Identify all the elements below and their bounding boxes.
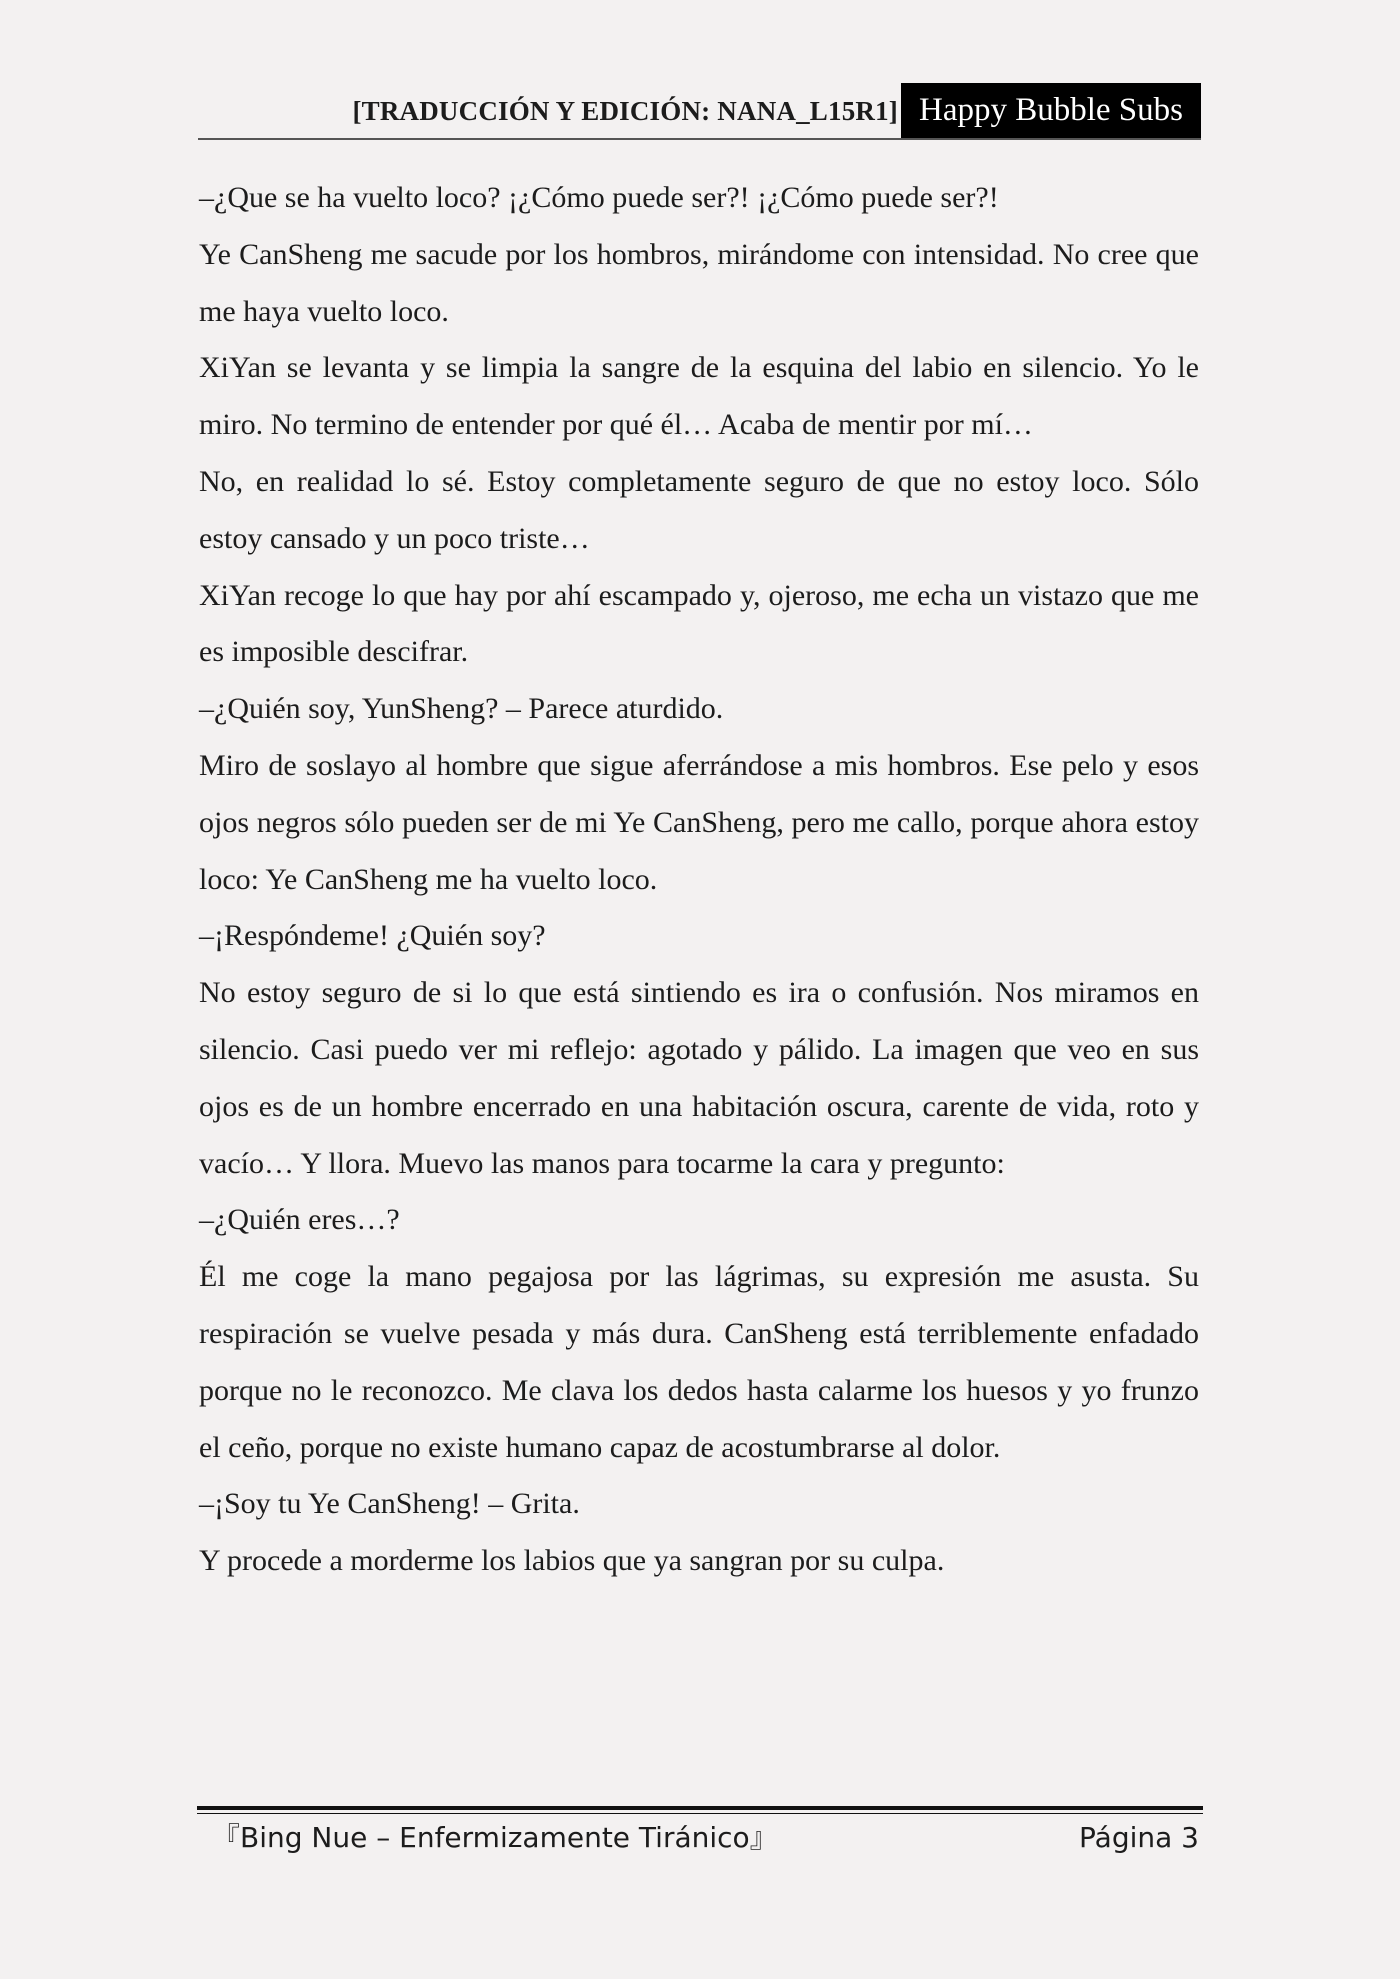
translation-credit: [TRADUCCIÓN Y EDICIÓN: NANA_L15R1] <box>352 96 898 126</box>
body-text <box>199 170 1199 1590</box>
paragraph: –¿Quién eres…? <box>199 1203 400 1237</box>
paragraph: No, en realidad lo sé. Estoy completamente seguro de que no estoy loco. Sólo estoy cansado y un poco triste… <box>199 464 1199 555</box>
paragraph: –¿Que se ha vuelto loco? ¡¿Cómo puede ser?! ¡¿Cómo puede ser?! <box>199 181 999 214</box>
paragraph: Y procede a morderme los labios que ya sangran por su culpa. <box>199 1544 945 1578</box>
paragraph: –¡Soy tu Ye CanSheng! – Grita. <box>199 1487 580 1521</box>
paragraph: –¿Quién soy, YunSheng? – Parece aturdido. <box>199 692 724 726</box>
book-title: 『Bing Nue – Enfermizamente Tiránico』 <box>212 1821 778 1854</box>
paragraph: No estoy seguro de si lo que está sintiendo es ira o confusión. Nos miramos en silencio. Casi puedo ver mi reflejo: agotado y pálido. La imagen que veo en sus ojos es de un hombre encerrado en una habitación oscura, carente de vida, roto y vacío… Y llora. Muevo las manos para tocarme la cara y pregunto: <box>199 976 1199 1180</box>
page-header <box>198 83 1201 140</box>
paragraph: XiYan recoge lo que hay por ahí escampado y, ojeroso, me echa un vistazo que me es imposible descifrar. <box>199 578 1199 669</box>
footer-divider <box>197 1806 1203 1810</box>
brand-label: Happy Bubble Subs <box>901 83 1201 138</box>
paragraph: XiYan se levanta y se limpia la sangre de la esquina del labio en silencio. Yo le miro. No termino de entender por qué él… Acaba de mentir por mí… <box>199 351 1199 442</box>
paragraph: Miro de soslayo al hombre que sigue aferrándose a mis hombros. Ese pelo y esos ojos negros sólo pueden ser de mi Ye CanSheng, pero me callo, porque ahora estoy loco: Ye CanSheng me ha vuelto loco. <box>199 748 1199 896</box>
paragraph: –¡Respóndeme! ¿Quién soy? <box>199 919 546 953</box>
paragraph: Él me coge la mano pegajosa por las lágrimas, su expresión me asusta. Su respiración se vuelve pesada y más dura. CanSheng está terriblemente enfadado porque no le reconozco. Me clava los dedos hasta calarme los huesos y yo frunzo el ceño, porque no existe humano capaz de acostumbrarse al dolor. <box>199 1260 1199 1464</box>
page-number: Página 3 <box>1079 1821 1199 1854</box>
paragraph: Ye CanSheng me sacude por los hombros, mirándome con intensidad. No cree que me haya vuelto loco. <box>199 237 1199 328</box>
footer-divider-thin <box>197 1813 1203 1814</box>
